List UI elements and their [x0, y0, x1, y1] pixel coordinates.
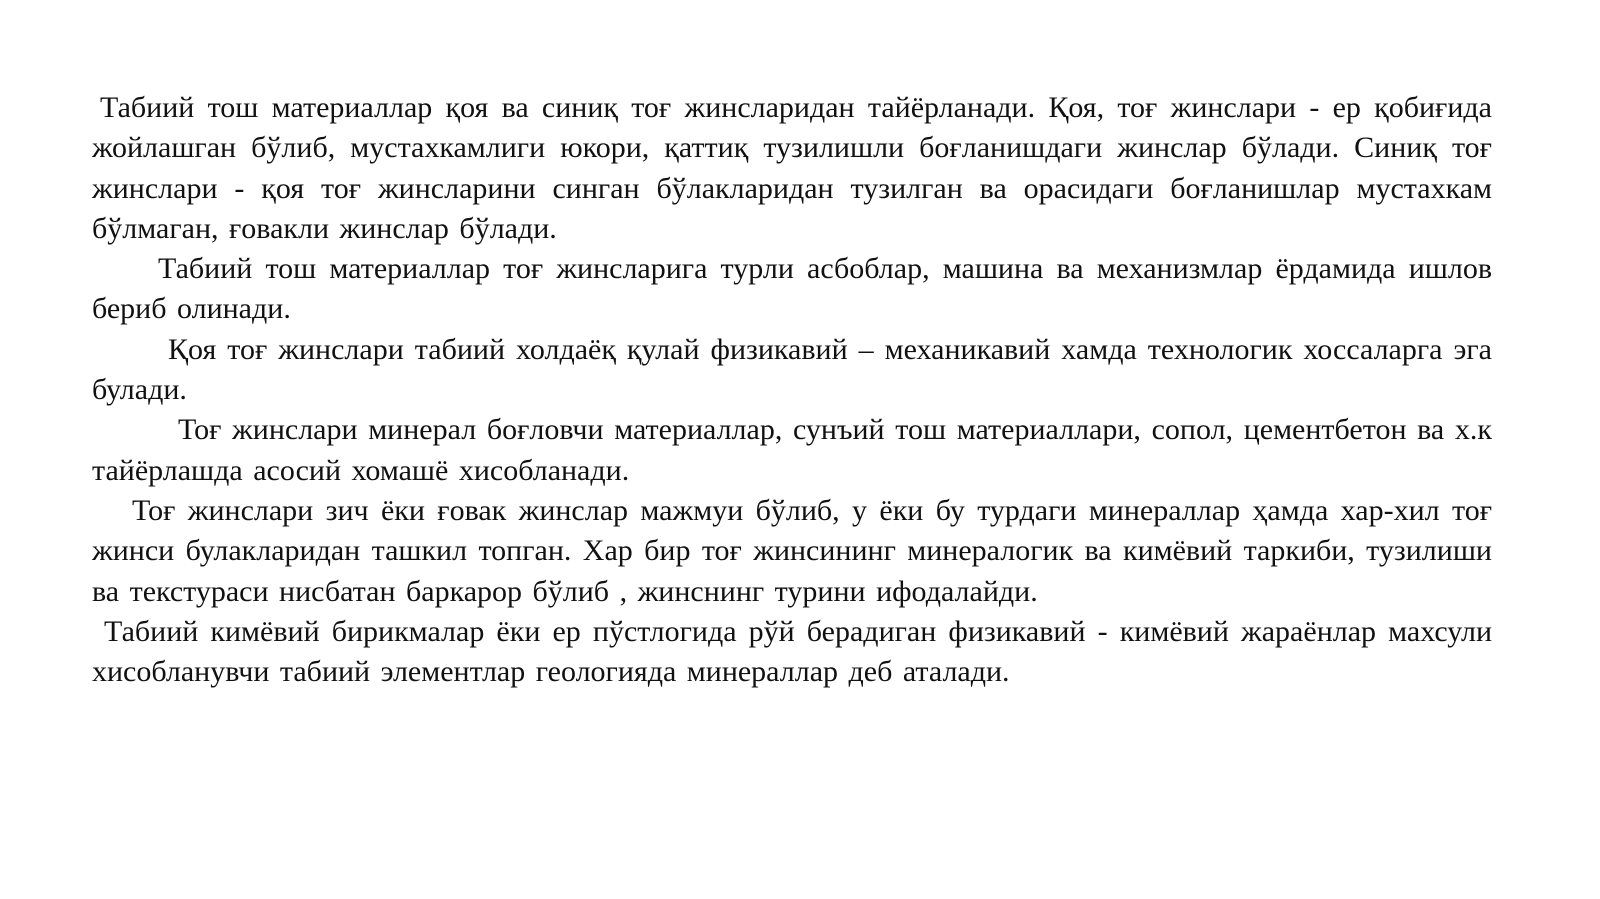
paragraph-natural-stone-materials: Табиий тош материаллар қоя ва синиқ тоғ жинсларидан тайёрланади. Қоя, тоғ жинслари - ер қобиғида жойлашган бўлиб, мустахкамлиги юкори, қаттиқ тузилишли боғланишдаги жинслар бўлади. Синиқ тоғ жинслари - қоя тоғ жинсларини синган бўлакларидан тузилган ва орасидаги боғланишлар мустахкам бўлмаган, ғовакли жинслар бўлади. — [92, 91, 1492, 245]
paragraph-rock-properties: Қоя тоғ жинслари табиий холдаёқ қулай физикавий – механикавий хамда технологик хоссаларга эга булади. — [92, 332, 1492, 407]
paragraph-rock-composition: Тоғ жинслари зич ёки ғовак жинслар мажмуи бўлиб, у ёки бу турдаги минераллар ҳамда хар-хил тоғ жинси булакларидан ташкил топган. Хар бир тоғ жинсининг минералогик ва кимёвий таркиби, тузилиши ва текстураси нисбатан баркарор бўлиб , жинснинг турини ифодалайди. — [92, 493, 1492, 608]
paragraph-processing: Табиий тош материаллар тоғ жинсларига турли асбоблар, машина ва механизмлар ёрдамида ишлов бериб олинади. — [92, 252, 1492, 326]
paragraph-minerals-definition: Табиий кимёвий бирикмалар ёки ер пўстлогида рўй берадиган физикавий - кимёвий жараёнлар махсули хисобланувчи табиий элементлар геологияда минераллар деб аталади. — [92, 614, 1492, 689]
paragraph-raw-material: Тоғ жинслари минерал боғловчи материаллар, сунъий тош материаллари, сопол, цементбетон ва х.к тайёрлашда асосий хомашё хисобланади. — [92, 413, 1492, 487]
document-body — [92, 88, 1492, 692]
